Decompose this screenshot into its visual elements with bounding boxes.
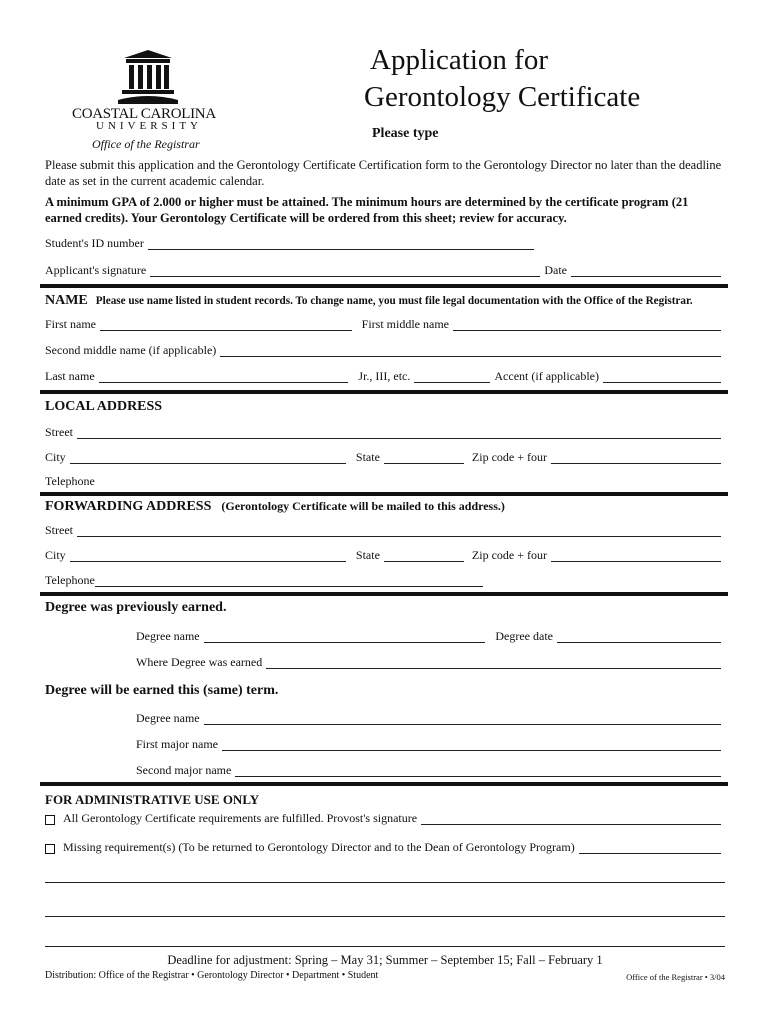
admin-item-2-row — [45, 840, 725, 854]
degree-previous-title: Degree was previously earned. — [45, 600, 227, 615]
last-name-label: Last name — [45, 369, 95, 383]
forwarding-zip-input[interactable] — [551, 549, 721, 562]
local-street-row — [45, 425, 725, 439]
first-name-input[interactable] — [100, 318, 352, 331]
missing-requirements-line[interactable] — [45, 946, 725, 947]
university-logo — [118, 48, 178, 104]
student-id-input[interactable] — [148, 237, 534, 250]
student-id-label: Student's ID number — [45, 236, 144, 250]
term-second-major-label: Second major name — [136, 763, 232, 777]
local-city-label: City — [45, 450, 66, 464]
intro-paragraph-1: Please submit this application and the Gerontology Certificate Certification form to the Gerontology Director no later than the deadline date as set in the current academic calendar. — [45, 158, 722, 188]
forwarding-street-row — [45, 523, 725, 537]
first-name-row — [45, 317, 725, 331]
term-degree-name-input[interactable] — [204, 712, 721, 725]
date-label: Date — [544, 263, 567, 277]
suffix-input[interactable] — [414, 370, 490, 383]
term-second-major-row — [136, 763, 725, 777]
forwarding-zip-label: Zip code + four — [471, 548, 547, 562]
forwarding-city-label: City — [45, 548, 66, 562]
local-state-input[interactable] — [384, 451, 464, 464]
prev-degree-where-label: Where Degree was earned — [136, 655, 263, 669]
prev-degree-name-row — [136, 629, 725, 643]
name-section-note: Please use name listed in student records. To change name, you must file legal documentation with the Office of the Registrar. — [95, 295, 693, 307]
prev-degree-date-label: Degree date — [495, 629, 553, 643]
missing-requirements-line[interactable] — [45, 882, 725, 883]
admin-title: FOR ADMINISTRATIVE USE ONLY — [45, 792, 260, 807]
first-middle-input[interactable] — [453, 318, 721, 331]
form-title-line2: Gerontology Certificate — [364, 81, 641, 113]
local-zip-input[interactable] — [551, 451, 721, 464]
signature-input[interactable] — [150, 264, 540, 277]
divider — [40, 284, 728, 288]
term-degree-name-label: Degree name — [136, 711, 200, 725]
local-state-label: State — [355, 450, 380, 464]
forwarding-address-title: FORWARDING ADDRESS — [45, 499, 212, 514]
degree-this-term-title: Degree will be earned this (same) term. — [45, 683, 279, 698]
local-address-title: LOCAL ADDRESS — [45, 399, 163, 414]
term-first-major-row — [136, 737, 725, 751]
forwarding-telephone-row — [45, 573, 487, 587]
local-street-input[interactable] — [77, 426, 721, 439]
forwarding-street-input[interactable] — [77, 524, 721, 537]
forwarding-telephone-label: Telephone — [45, 573, 95, 587]
intro-paragraph-2: A minimum GPA of 2.000 or higher must be attained. The minimum hours are determined by the certificate program (21 earned credits). Your Gerontology Certificate will be ordered from this sheet; review for accuracy. — [45, 195, 689, 225]
local-telephone-label: Telephone — [45, 474, 95, 488]
forwarding-telephone-input[interactable] — [95, 574, 483, 587]
accent-label: Accent (if applicable) — [494, 369, 599, 383]
admin-item-2-label: Missing requirement(s) (To be returned to Gerontology Director and to the Dean of Gerontology Program) — [63, 840, 575, 854]
prev-degree-name-label: Degree name — [136, 629, 200, 643]
term-second-major-input[interactable] — [235, 764, 721, 777]
university-subtitle: UNIVERSITY — [96, 120, 202, 132]
second-middle-label: Second middle name (if applicable) — [45, 343, 217, 357]
admin-item-1-checkbox[interactable] — [45, 815, 55, 825]
local-city-row — [45, 450, 725, 464]
divider — [40, 492, 728, 496]
term-first-major-label: First major name — [136, 737, 218, 751]
forwarding-city-input[interactable] — [70, 549, 346, 562]
prev-degree-where-row — [136, 655, 725, 669]
name-section-header — [45, 291, 693, 309]
please-type-note: Please type — [372, 126, 439, 141]
admin-item-2-checkbox[interactable] — [45, 844, 55, 854]
missing-requirements-line[interactable] — [45, 916, 725, 917]
first-name-label: First name — [45, 317, 96, 331]
suffix-label: Jr., III, etc. — [358, 369, 411, 383]
forwarding-state-label: State — [355, 548, 380, 562]
divider — [40, 390, 728, 394]
distribution-note: Distribution: Office of the Registrar • Gerontology Director • Department • Student — [45, 970, 379, 981]
first-middle-label: First middle name — [361, 317, 449, 331]
student-id-row — [45, 236, 538, 250]
local-telephone-row — [45, 474, 725, 488]
admin-item-1-label: All Gerontology Certificate requirements are fulfilled. Provost's signature — [63, 811, 418, 825]
last-name-input[interactable] — [99, 370, 349, 383]
local-street-label: Street — [45, 425, 73, 439]
term-degree-name-row — [136, 711, 725, 725]
second-middle-row — [45, 343, 725, 357]
deadline-note: Deadline for adjustment: Spring – May 31; Summer – September 15; Fall – February 1 — [167, 953, 603, 967]
prev-degree-where-input[interactable] — [266, 656, 721, 669]
missing-requirements-input[interactable] — [579, 841, 721, 854]
provost-signature-input[interactable] — [421, 812, 721, 825]
admin-item-1-row — [45, 811, 725, 825]
forwarding-address-header — [45, 497, 505, 515]
forwarding-street-label: Street — [45, 523, 73, 537]
forwarding-city-row — [45, 548, 725, 562]
office-name: Office of the Registrar — [92, 137, 200, 151]
forwarding-state-input[interactable] — [384, 549, 464, 562]
prev-degree-date-input[interactable] — [557, 630, 721, 643]
last-name-row — [45, 369, 725, 383]
name-section-title: NAME — [45, 293, 88, 308]
university-name: COASTAL CAROLINA — [72, 106, 216, 122]
term-first-major-input[interactable] — [222, 738, 721, 751]
divider — [40, 782, 728, 786]
divider — [40, 592, 728, 596]
local-city-input[interactable] — [70, 451, 346, 464]
forwarding-address-note: (Gerontology Certificate will be mailed to this address.) — [221, 499, 505, 513]
date-input[interactable] — [571, 264, 721, 277]
signature-row — [45, 263, 725, 277]
signature-label: Applicant's signature — [45, 263, 147, 277]
accent-input[interactable] — [603, 370, 721, 383]
prev-degree-name-input[interactable] — [204, 630, 486, 643]
local-zip-label: Zip code + four — [471, 450, 547, 464]
form-title-line1: Application for — [370, 44, 548, 76]
second-middle-input[interactable] — [220, 344, 721, 357]
form-code: Office of the Registrar • 3/04 — [626, 972, 725, 982]
